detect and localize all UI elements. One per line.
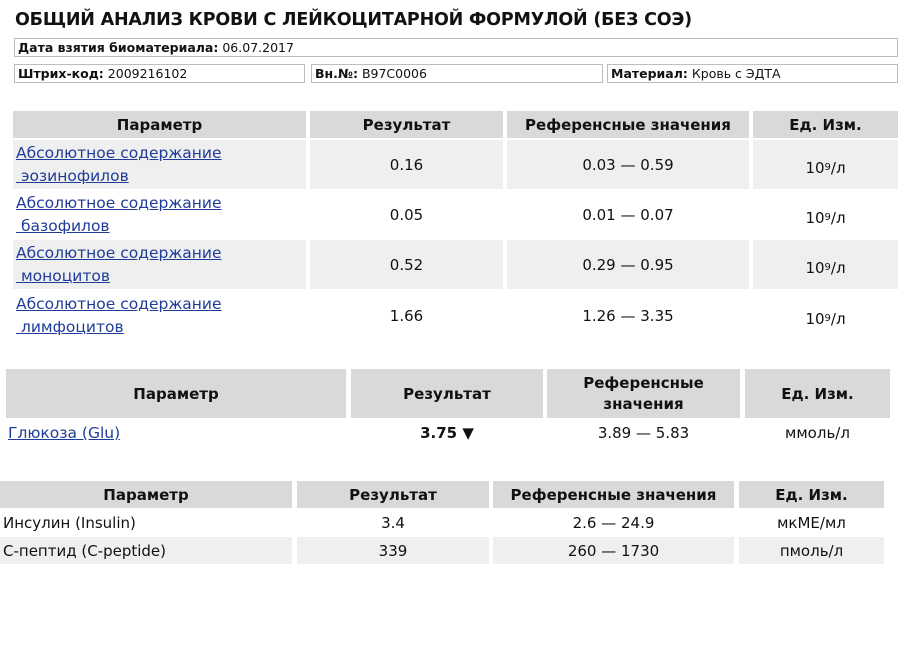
material-value: Кровь с ЭДТА: [691, 66, 781, 81]
table1-header-unit: Ед. Изм.: [753, 111, 898, 138]
unit: 10 9 /л: [805, 309, 846, 328]
unit: 10 9 /л: [805, 208, 846, 227]
reference-range: 2.6 — 24.9: [572, 513, 655, 532]
table2-header-unit: Ед. Изм.: [745, 369, 890, 418]
table-row: [13, 240, 306, 289]
below-range-arrow-icon: ▼: [462, 424, 474, 442]
collection-date-value: 06.07.2017: [222, 40, 294, 55]
collection-date-box: [14, 38, 898, 57]
result-value: 339: [297, 537, 489, 564]
reference-range: 0.29 — 0.95: [507, 240, 749, 289]
table3-header-ref: Референсные значения: [493, 481, 734, 508]
table1-header-param: Параметр: [13, 111, 306, 138]
internal-number-box: [311, 64, 603, 83]
reference-range: 1.26 — 3.35: [582, 306, 674, 325]
barcode-label: Штрих-код:: [18, 66, 104, 81]
table2-header-ref: Референсные значения: [547, 369, 740, 418]
table3-header-result: Результат: [297, 481, 489, 508]
reference-range: 260 — 1730: [493, 537, 734, 564]
unit: мкМЕ/мл: [777, 513, 846, 532]
param-link-monocytes[interactable]: Абсолютное содержание моноцитов: [16, 243, 222, 285]
param-link-glucose[interactable]: Глюкоза (Glu): [8, 424, 121, 442]
result-value: 0.16: [310, 140, 503, 189]
param-link-basophils[interactable]: Абсолютное содержание базофилов: [16, 193, 222, 235]
table2-header-param: Параметр: [6, 369, 346, 418]
result-value: 0.52: [310, 240, 503, 289]
table1-header-result: Результат: [310, 111, 503, 138]
table-row: [13, 190, 306, 239]
page-title: ОБЩИЙ АНАЛИЗ КРОВИ С ЛЕЙКОЦИТАРНОЙ ФОРМУЛОЙ (БЕЗ СОЭ): [15, 10, 692, 30]
table3-header-param: Параметр: [0, 481, 292, 508]
material-box: [607, 64, 898, 83]
table-row: С-пептид (C-peptide): [0, 537, 292, 564]
param-link-eosinophils[interactable]: Абсолютное содержание эозинофилов: [16, 143, 222, 185]
table2-header-result: Результат: [351, 369, 543, 418]
material-label: Материал:: [611, 66, 688, 81]
internal-number-value: B97C0006: [361, 66, 427, 81]
unit: ммоль/л: [785, 424, 850, 442]
collection-date-label: Дата взятия биоматериала:: [18, 40, 219, 55]
table-row: Инсулин (Insulin): [3, 513, 136, 532]
unit: пмоль/л: [739, 537, 884, 564]
result-value: 3.75 ▼: [420, 424, 474, 442]
result-value: 0.05: [389, 205, 424, 224]
barcode-box: [14, 64, 305, 83]
table1-header-ref: Референсные значения: [507, 111, 749, 138]
reference-range: 0.01 — 0.07: [582, 205, 674, 224]
result-value: 3.4: [381, 513, 405, 532]
unit: 10 9 /л: [753, 140, 898, 189]
table-row: [13, 291, 306, 340]
unit: 10 9 /л: [753, 240, 898, 289]
internal-number-label: Вн.№:: [315, 66, 358, 81]
result-value: 1.66: [389, 306, 424, 325]
barcode-value: 2009216102: [107, 66, 188, 81]
param-link-lymphocytes[interactable]: Абсолютное содержание лимфоцитов: [16, 294, 222, 336]
reference-range: 0.03 — 0.59: [507, 140, 749, 189]
table-row: [6, 420, 346, 446]
reference-range: 3.89 — 5.83: [597, 424, 690, 442]
table-row: [13, 140, 306, 189]
table3-header-unit: Ед. Изм.: [739, 481, 884, 508]
